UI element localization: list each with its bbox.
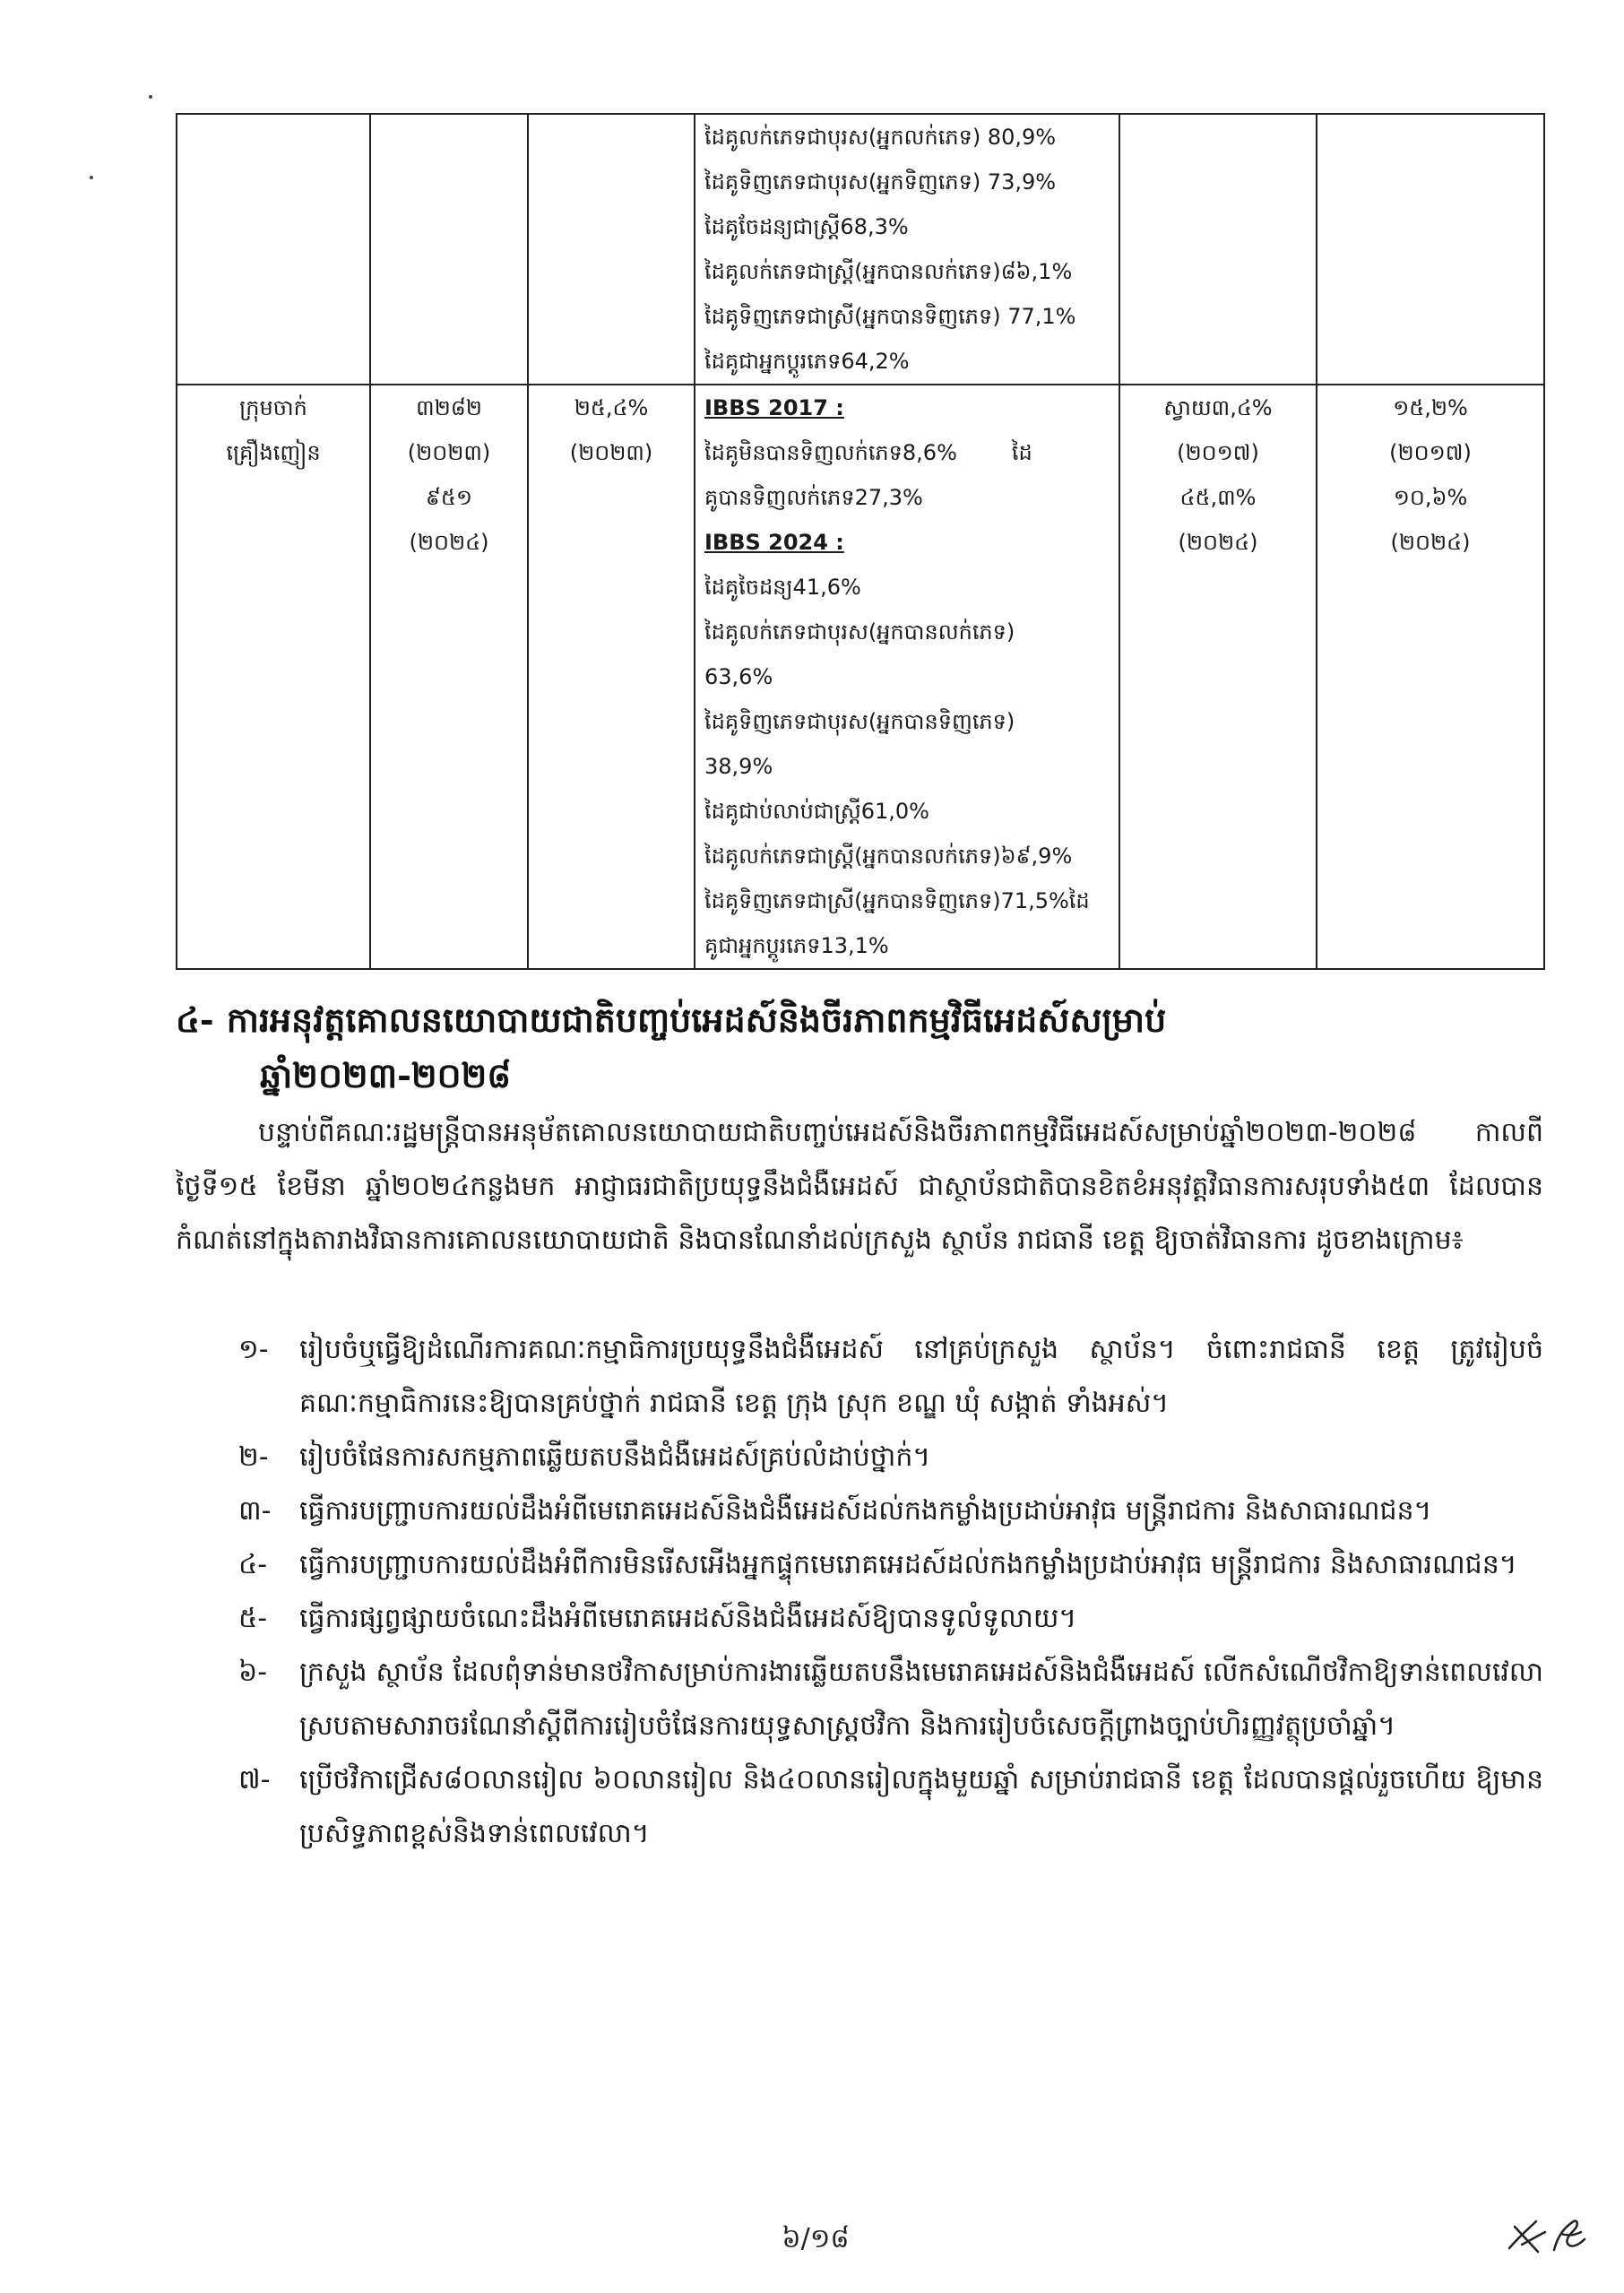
ibbs-2017-label: IBBS 2017 : [704,395,844,420]
rate-value: ១៥,២% [1393,395,1468,420]
list-item-text: ប្រើថវិកាជ្រើស៨០លានរៀល ៦០លានរៀល និង៤០លានរៀលក្នុងមួយឆ្នាំ សម្រាប់រាជធានី ខេត្ត ដែលបានផ្តល់រួចហើយ ឱ្យមានប្រសិទ្ធភាពខ្ពស់និងទាន់ពេលវេលា។ [299,1764,1543,1849]
section-number: ៤- [176,999,214,1040]
list-item [176,1538,1543,1592]
intro-paragraph [176,1106,1543,1268]
list-item-text: រៀបចំឬធ្វើឱ្យដំណើរការគណៈកម្មាធិការប្រយុទ្ធនឹងជំងឺអេដស៍ នៅគ្រប់ក្រសួង ស្ថាប័ន។ ចំពោះរាជធានី ខេត្ត ត្រូវរៀបចំគណៈកម្មាធិការនេះឱ្យបានគ្រប់ថ្នាក់ រាជធានី ខេត្ត ក្រុង ស្រុក ខណ្ឌ ឃុំ សង្កាត់ ទាំងអស់។ [299,1334,1543,1419]
paragraph-text: បន្ទាប់ពីគណៈរដ្ឋមន្ត្រីបានអនុម័តគោលនយោបាយជាតិបញ្ចប់អេដស៍និងចីរភាពកម្មវិធីអេដស៍សម្រាប់ឆ្នាំ២០២៣-២០២៨ កាលពីថ្ងៃទី១៥ ខែមីនា ឆ្នាំ២០២៤កន្លងមក អាជ្ញាធរជាតិប្រយុទ្ធនឹងជំងឺអេដស៍ ជាស្ថាប័នជាតិបានខិតខំអនុវត្តវិធានការសរុបទាំង៥៣ ដែលបានកំណត់នៅក្នុងតារាងវិធានការគោលនយោបាយជាតិ និងបានណែនាំដល់ក្រសួង ស្ថាប័ន រាជធានី ខេត្ត ឱ្យចាត់វិធានការ ដូចខាងក្រោម៖ [176,1117,1543,1256]
list-item-text: ធ្វើការបញ្ជ្រាបការយល់ដឹងអំពីមេរោគអេដស៍និងជំងឺអេដស៍ដល់កងកម្លាំងប្រដាប់អាវុធ មន្ត្រីរាជការ និងសាធារណជន។ [299,1495,1432,1527]
table-cell-partner-stats [695,114,1119,385]
table-cell-rate [1317,385,1544,969]
stat-line: 63,6% [704,664,773,689]
stat-line: ដៃគូទិញភេទជាបុរស(អ្នកបានទិញភេទ) [704,709,1015,734]
section-heading [176,993,1543,1047]
table-row [177,114,1544,385]
list-item [176,1431,1543,1484]
stat-line: ដៃគូលក់ភេទជាបុរស(អ្នកលក់ភេទ) 80,9% [704,125,1057,150]
scan-speck [90,176,93,179]
list-item [176,1484,1543,1538]
table-row [177,385,1544,969]
list-item-number: ២- [238,1441,269,1473]
stat-line: ដៃគូចែដន្យជាស្រ្តី68,3% [704,214,909,239]
scan-speck [149,95,152,99]
stat-line: ដៃគូលក់ភេទជាបុរស(អ្នកបានលក់ភេទ) [704,619,1015,645]
list-item-text: រៀបចំផែនការសកម្មភាពឆ្លើយតបនឹងជំងឺអេដស៍គ្រប់លំដាប់ថ្នាក់។ [299,1441,931,1473]
page-number: ៦/១៨ [782,2223,850,2254]
stat-line: ដៃគូទិញភេទជាស្រី(អ្នកបានទិញភេទ)71,5%ដៃ [704,888,1090,913]
section-title-line2: ឆ្នាំ២០២៣-២០២៨ [260,1055,512,1095]
data-table [176,113,1545,970]
stat-line: ដៃគូលក់ភេទជាស្រ្តី(អ្នកបានលក់ភេទ)៨៦,1% [704,259,1073,284]
table-cell-empty [1119,114,1317,385]
population-year: (២០២៤) [409,530,489,555]
group-label: ក្រុមចាក់ [239,395,307,420]
population-value: ៩៥១ [425,485,473,510]
list-item [176,1592,1543,1646]
population-year: (២០២៣) [407,440,491,465]
table-cell-empty [370,114,528,385]
list-item-number: ៥- [238,1603,268,1634]
list-item-number: ៤- [238,1549,268,1580]
prevalence-value: ៤៥,៣% [1179,485,1257,510]
rate-year: (២០២៤) [1390,530,1471,555]
stat-line: ដៃគូជាប់លាប់ជាស្រ្តី61,0% [704,799,929,824]
prevalence-year: (២០១៧) [1177,440,1259,465]
list-item-number: ១- [238,1334,269,1365]
rate-year: (២០១៧) [1389,440,1472,465]
list-item [176,1753,1543,1861]
list-item-number: ៧- [238,1764,271,1795]
list-item-number: ៦- [238,1657,268,1688]
stat-line: គូជាអ្នកប្តូរភេទ13,1% [704,933,889,958]
table-cell-group [177,385,370,969]
table-cell-prevalence [1119,385,1317,969]
stat-line: ដៃគូទិញភេទជាបុរស(អ្នកទិញភេទ) 73,9% [704,169,1057,195]
stat-line: 38,9% [704,754,773,779]
measures-list [176,1323,1543,1861]
table-cell-empty [177,114,370,385]
list-item-number: ៣- [238,1495,272,1527]
table-cell-empty [528,114,695,385]
list-item-text: ធ្វើការផ្សព្វផ្សាយចំណេះដឹងអំពីមេរោគអេដស៍និងជំងឺអេដស៍ឱ្យបានទូលំទូលាយ។ [299,1603,1077,1634]
section-heading-continued [260,1049,1515,1103]
list-item-text: ធ្វើការបញ្ជ្រាបការយល់ដឹងអំពីការមិនរើសអើងអ្នកផ្ទុកមេរោគអេដស៍ដល់កងកម្លាំងប្រដាប់អាវុធ មន្ត្រីរាជការ និងសាធារណជន។ [299,1549,1517,1580]
percent-year: (២០២៣) [569,440,653,465]
table-cell-percent [528,385,695,969]
stat-line: ដៃគូចៃដន្យ41,6% [704,575,861,600]
stat-line: ដៃគូលក់ភេទជាស្រ្តី(អ្នកបានលក់ភេទ)៦៩,9% [704,844,1073,869]
stat-line: ដៃគូជាអ្នកប្តូរភេទ64,2% [704,349,910,374]
stat-line: ដៃគូទិញភេទជាស្រី(អ្នកបានទិញភេទ) 77,1% [704,304,1076,329]
section-title-line1: ការអនុវត្តគោលនយោបាយជាតិបញ្ចប់អេដស៍និងចីរភាពកម្មវិធីអេដស៍សម្រាប់ [226,999,1167,1040]
list-item-text: ក្រសួង ស្ថាប័ន ដែលពុំទាន់មានថវិកាសម្រាប់ការងារឆ្លើយតបនឹងមេរោគអេដស៍និងជំងឺអេដស៍ លើកសំណើថវិកាឱ្យទាន់ពេលវេលាស្របតាមសារាចរណែនាំស្តីពីការរៀបចំផែនការយុទ្ធសាស្ត្រថវិកា និងការរៀបចំសេចក្តីព្រាងច្បាប់ហិរញ្ញវត្ថុប្រចាំឆ្នាំ។ [299,1657,1543,1742]
ibbs-2024-label: IBBS 2024 : [704,530,844,555]
prevalence-year: (២០២៤) [1178,530,1258,555]
group-label: គ្រឿងញៀន [226,440,321,465]
rate-value: ១០,៦% [1393,485,1468,510]
table-cell-population [370,385,528,969]
table-cell-partner-stats [695,385,1119,969]
list-item [176,1323,1543,1431]
signature-mark [1502,2209,1592,2263]
population-value: ៣២៨២ [416,395,482,420]
prevalence-value: ស្វាយ៣,៤% [1163,395,1273,420]
stat-line: គូបានទិញលក់ភេទ27,3% [704,485,923,510]
table-cell-empty [1317,114,1544,385]
stat-line: ដៃគូមិនបានទិញលក់ភេទ8,6% ដៃ [704,440,1032,465]
percent-value: ២៥,៤% [574,395,649,420]
list-item [176,1646,1543,1753]
